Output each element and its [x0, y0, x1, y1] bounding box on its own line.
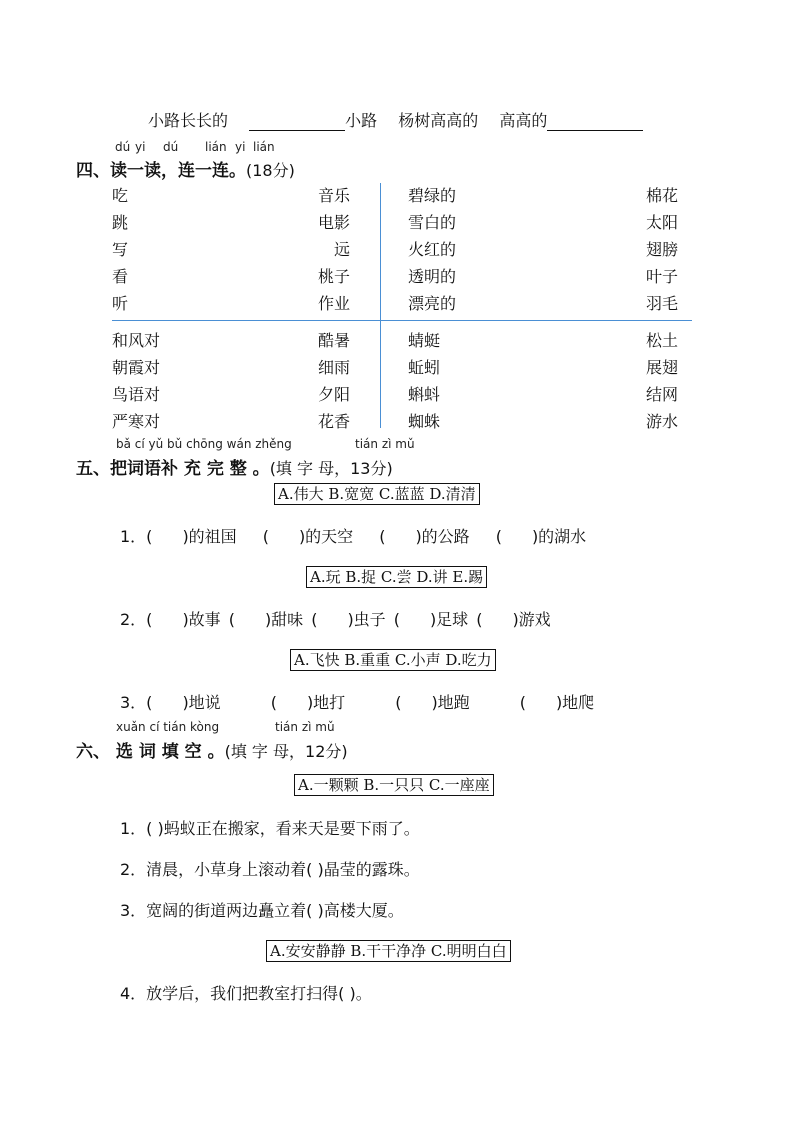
match-item: 羽毛 — [645, 294, 678, 313]
section6-heading — [76, 737, 348, 762]
q5-2-row: 2．( )故事 ( )甜味 ( )虫子 ( )足球 ( )游戏 — [120, 610, 551, 629]
match-item: 夕阳 — [317, 385, 350, 404]
section-title: 六、 选 词 填 空 。 — [76, 742, 225, 762]
section5-pinyin: bǎ cí yǔ bǔ chōng wán zhěng — [116, 437, 292, 451]
match-item: 吃 — [112, 186, 129, 205]
section6-pinyin-score: tián zì mǔ — [275, 720, 335, 734]
word-bank-2: A.玩 B.捉 C.尝 D.讲 E.踢 — [306, 566, 487, 588]
section-score: (填 字 母，13分) — [269, 459, 393, 478]
match-item: 蝌蚪 — [408, 385, 441, 404]
answer-blank[interactable] — [547, 114, 643, 131]
answer-blank[interactable] — [249, 114, 345, 131]
match-item: 音乐 — [317, 186, 350, 205]
match-item: 漂亮的 — [408, 294, 457, 313]
match-item: 蚯蚓 — [408, 358, 441, 377]
match-item: 蜻蜓 — [408, 331, 441, 350]
phrase-text: 小路长长的 — [148, 111, 229, 130]
match-item: 和风对 — [112, 331, 161, 350]
q5-1-row: 1．( )的祖国 ( )的天空 ( )的公路 ( )的湖水 — [120, 527, 587, 546]
match-item: 松土 — [645, 331, 678, 350]
match-item: 雪白的 — [408, 213, 457, 232]
match-item: 细雨 — [317, 358, 350, 377]
section5-heading — [76, 454, 393, 479]
match-item: 电影 — [317, 213, 350, 232]
q5-3-row: 3．( )地说 ( )地打 ( )地跑 ( )地爬 — [120, 693, 595, 712]
section-score: (18分) — [246, 161, 295, 180]
match-item: 桃子 — [317, 267, 350, 286]
match-item: 朝霞对 — [112, 358, 161, 377]
match-item: 碧绿的 — [408, 186, 457, 205]
top-phrase-line — [148, 108, 643, 131]
match-item: 蜘蛛 — [408, 412, 441, 431]
match-item: 展翅 — [645, 358, 678, 377]
q6-1: 1．( )蚂蚁正在搬家，看来天是要下雨了。 — [120, 819, 420, 838]
q6-3: 3．宽阔的街道两边矗立着( )高楼大厦。 — [120, 901, 404, 920]
section-title: 五、把词语补 充 完 整 。 — [76, 459, 270, 479]
word-bank-4: A.一颗颗 B.一只只 C.一座座 — [294, 774, 494, 796]
match-item: 太阳 — [645, 213, 678, 232]
match-item: 酷暑 — [317, 331, 350, 350]
section-score: (填 字 母，12分) — [224, 742, 348, 761]
match-item: 翅膀 — [645, 240, 678, 259]
match-item: 结网 — [645, 385, 678, 404]
q6-4: 4．放学后，我们把教室打扫得( )。 — [120, 984, 372, 1003]
match-item: 火红的 — [408, 240, 457, 259]
match-item: 远 — [333, 240, 350, 259]
match-item: 叶子 — [645, 267, 678, 286]
match-item: 花香 — [317, 412, 350, 431]
match-item: 鸟语对 — [112, 385, 161, 404]
grid-horizontal-divider — [112, 320, 692, 321]
match-item: 看 — [112, 267, 129, 286]
match-item: 棉花 — [645, 186, 678, 205]
word-bank-3: A.飞快 B.重重 C.小声 D.吃力 — [290, 649, 496, 671]
match-item: 作业 — [317, 294, 350, 313]
match-item: 写 — [112, 240, 129, 259]
grid-vertical-divider — [380, 183, 381, 428]
section5-pinyin-score: tián zì mǔ — [355, 437, 415, 451]
word-bank-5: A.安安静静 B.干干净净 C.明明白白 — [266, 940, 511, 962]
phrase-text: 小路 — [345, 111, 378, 130]
match-item: 严寒对 — [112, 412, 161, 431]
section-title: 四、读一读，连一连。 — [76, 161, 246, 181]
match-item: 听 — [112, 294, 129, 313]
phrase-text: 高高的 — [499, 111, 548, 130]
word-bank-1: A.伟大 B.宽宽 C.蓝蓝 D.清清 — [274, 483, 480, 505]
section6-pinyin: xuǎn cí tián kòng — [116, 720, 220, 734]
q6-2: 2．清晨，小草身上滚动着( )晶莹的露珠。 — [120, 860, 420, 879]
match-item: 游水 — [645, 412, 678, 431]
match-item: 透明的 — [408, 267, 457, 286]
section4-heading — [76, 156, 295, 181]
phrase-text: 杨树高高的 — [398, 111, 479, 130]
match-item: 跳 — [112, 213, 129, 232]
